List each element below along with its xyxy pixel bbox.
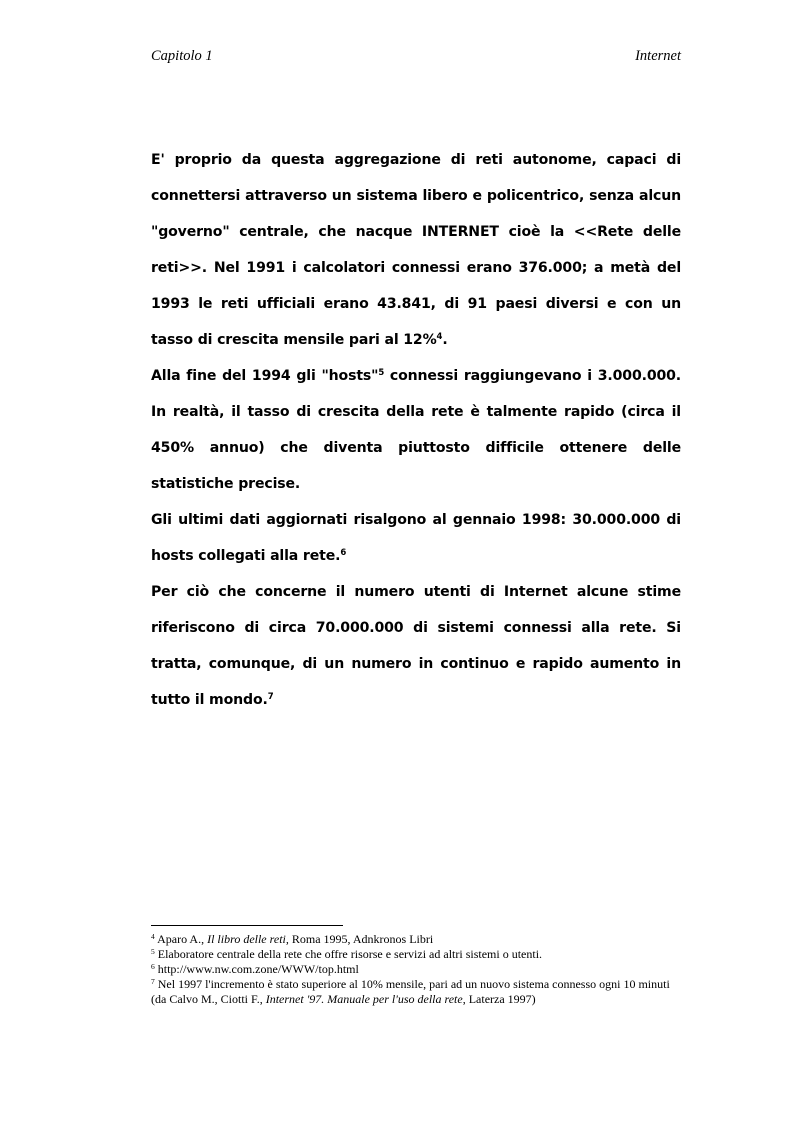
footnote-5-number: 5 (151, 947, 155, 956)
footnote-ref-4: 4 (436, 332, 443, 342)
footnote-7-title: Internet '97. Manuale per l'uso della rete (265, 992, 463, 1006)
footnote-7-text-end: , Laterza 1997) (462, 992, 536, 1006)
page-header (151, 48, 681, 68)
footnote-4 (151, 932, 686, 947)
footnote-4-text-end: Roma 1995, Adnkronos Libri (288, 932, 434, 946)
paragraph-1 (151, 142, 681, 358)
footnote-4-number: 4 (151, 932, 155, 941)
paragraph-1-end: . (442, 332, 448, 348)
footnote-5-text: Elaboratore centrale della rete che offre risorse e servizi ad altri sistemi o utenti. (154, 947, 543, 961)
footnote-5 (151, 947, 686, 962)
footnote-separator (151, 925, 343, 926)
paragraph-4 (151, 574, 681, 718)
footnote-4-text-start: Aparo A., (154, 932, 208, 946)
footnotes (151, 932, 686, 1007)
footnote-ref-6: 6 (340, 548, 347, 558)
footnote-ref-7: 7 (267, 692, 274, 702)
paragraph-2-text-start: Alla fine del 1994 gli "hosts" (151, 368, 379, 384)
paragraph-2-text-end: connessi raggiungevano i 3.000.000. In realtà, il tasso di crescita della rete è talmente rapido (circa il 450% annuo) che diventa piuttosto difficile ottenere delle statistiche precise. (151, 368, 681, 492)
footnote-7-text-start: Nel 1997 l'incremento è stato superiore al 10% mensile, pari ad un nuovo sistema connesso ogni 10 minuti (da Calvo M., Ciotti F., (151, 977, 670, 1006)
footnote-6 (151, 962, 686, 977)
paragraph-3-text: Gli ultimi dati aggiornati risalgono al gennaio 1998: 30.000.000 di hosts collegati alla rete. (151, 512, 681, 564)
footnote-6-number: 6 (151, 962, 155, 971)
chapter-label: Capitolo 1 (151, 48, 213, 64)
footnote-4-title: Il libro delle reti, (207, 932, 289, 946)
footnote-6-url: http://www.nw.com.zone/WWW/top.html (154, 962, 359, 976)
paragraph-3 (151, 502, 681, 574)
body-text (151, 142, 681, 718)
section-label: Internet (635, 48, 681, 64)
footnote-7-number: 7 (151, 977, 155, 986)
footnote-7 (151, 977, 686, 1007)
paragraph-2 (151, 358, 681, 502)
paragraph-4-text: Per ciò che concerne il numero utenti di Internet alcune stime riferiscono di circa 70.000.000 di sistemi connessi alla rete. Si tratta, comunque, di un numero in continuo e rapido aumento in tutto il mondo. (151, 584, 681, 708)
paragraph-1-text: E' proprio da questa aggregazione di reti autonome, capaci di connettersi attraverso un sistema libero e policentrico, senza alcun "governo" centrale, che nacque INTERNET cioè la <<Rete delle reti>>. Nel 1991 i calcolatori connessi erano 376.000; a metà del 1993 le reti ufficiali erano 43.841, di 91 paesi diversi e con un tasso di crescita mensile pari al 12% (151, 152, 681, 348)
footnote-ref-5: 5 (378, 368, 385, 378)
